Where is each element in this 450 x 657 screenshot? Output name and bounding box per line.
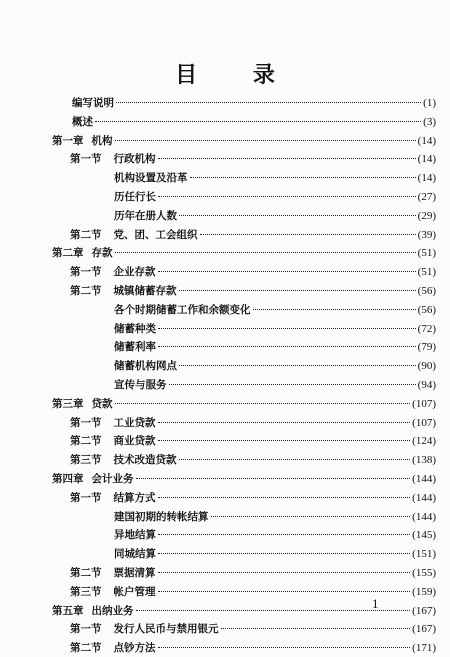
toc-entry-page: (144) (412, 473, 436, 485)
toc-entry-number: 第五章 (52, 604, 84, 617)
dot-leader (190, 177, 416, 178)
dot-leader (115, 140, 416, 141)
toc-entry-page: (107) (412, 397, 436, 410)
dot-leader (158, 346, 416, 347)
toc-entry-label: 储蓄机构网点 (114, 360, 177, 373)
toc-entry-label: 历任行长 (114, 191, 156, 203)
toc-entry-label: 概述 (72, 115, 93, 128)
toc-entry-label: 商业贷款 (113, 435, 156, 448)
dot-leader (169, 384, 416, 385)
toc-entry-page: (72) (417, 322, 436, 335)
toc-entry-label: 存款 (91, 247, 113, 260)
dot-leader (179, 215, 416, 216)
dot-leader (158, 440, 411, 441)
toc-entry-page: (56) (417, 303, 436, 316)
toc-entry[interactable] (114, 359, 436, 373)
dot-leader (95, 121, 421, 122)
toc-entry-page: (167) (412, 604, 436, 617)
dot-leader (158, 271, 416, 272)
toc-entry-number: 第三节 (70, 454, 102, 467)
toc-entry-page: (14) (417, 153, 436, 166)
toc-entry[interactable] (114, 190, 436, 204)
toc-entry-number: 第二节 (70, 228, 102, 241)
toc-entry-number: 第一节 (70, 623, 102, 636)
toc-entry-number: 第一节 (70, 153, 102, 166)
dot-leader (136, 610, 411, 611)
dot-leader (158, 158, 416, 159)
toc-entry-number: 第一章 (52, 134, 84, 147)
toc-entry-page: (39) (417, 228, 436, 241)
dot-leader (136, 478, 411, 479)
toc-entry-page: (3) (423, 115, 436, 128)
toc-entry[interactable] (70, 434, 436, 448)
toc-entry-label: 票据清算 (113, 567, 156, 579)
toc-entry-page: (56) (417, 285, 436, 297)
toc-entry-page: (79) (417, 341, 436, 354)
toc-entry-label: 会计业务 (91, 473, 134, 485)
toc-entry[interactable] (70, 622, 436, 636)
toc-entry-label: 储蓄利率 (114, 341, 156, 354)
toc-entry-page: (14) (417, 134, 436, 147)
toc-entry-page: (14) (417, 172, 436, 185)
dot-leader (158, 553, 410, 554)
toc-entry[interactable] (114, 547, 436, 561)
toc-entry-page: (51) (417, 247, 436, 260)
toc-entry-page: (94) (417, 379, 436, 391)
toc-entry[interactable] (114, 340, 436, 354)
toc-entry-label: 企业存款 (113, 266, 156, 279)
toc-entry-label: 储蓄种类 (114, 322, 156, 335)
dot-leader (158, 534, 410, 535)
toc-entry-label: 发行人民币与禁用银元 (113, 623, 219, 636)
toc-entry[interactable] (70, 566, 436, 580)
toc-entry-page: (159) (412, 585, 436, 598)
toc-entry-number: 第一节 (70, 416, 102, 429)
toc-entry-label: 贷款 (91, 397, 113, 410)
dot-leader (158, 647, 411, 648)
toc-entry[interactable] (72, 96, 436, 110)
toc-entry[interactable] (114, 378, 436, 392)
toc-entry-label: 历年在册人数 (114, 209, 177, 222)
dot-leader (200, 234, 416, 235)
toc-entry-label: 同城结算 (114, 548, 156, 561)
toc-entry[interactable] (70, 228, 436, 242)
dot-leader (116, 102, 421, 103)
toc-entry-page: (171) (412, 642, 436, 655)
toc-entry-label: 帐户管理 (113, 585, 156, 598)
toc-entry-number: 第二节 (70, 285, 102, 297)
toc-entry-page: (29) (417, 209, 436, 222)
toc-entry[interactable] (52, 246, 436, 260)
toc-entry-label: 结算方式 (113, 491, 156, 504)
dot-leader (115, 403, 411, 404)
toc-entry[interactable] (70, 641, 436, 655)
toc-entry-label: 点钞方法 (113, 642, 156, 655)
toc-entry-page: (27) (417, 191, 436, 203)
toc-entry-page: (124) (412, 435, 436, 448)
dot-leader (158, 422, 411, 423)
dot-leader (179, 290, 416, 291)
dot-leader (158, 328, 416, 329)
dot-leader (179, 459, 411, 460)
toc-entry-page: (90) (417, 360, 436, 373)
dot-leader (158, 591, 411, 592)
toc-entry-page: (155) (412, 567, 436, 579)
toc-entry[interactable] (52, 397, 436, 411)
toc-entry[interactable] (114, 322, 436, 336)
toc-entry-label: 党、团、工会组织 (113, 228, 198, 241)
toc-entry[interactable] (52, 134, 436, 148)
toc-entry[interactable] (70, 416, 436, 430)
toc-entry-page: (151) (412, 548, 436, 561)
toc-entry[interactable] (70, 585, 436, 599)
toc-entry-number: 第二章 (52, 247, 84, 260)
toc-entry[interactable] (52, 472, 436, 486)
toc-entry-page: (107) (412, 416, 436, 429)
toc-entry-page: (144) (412, 491, 436, 504)
toc-entry[interactable] (70, 265, 436, 279)
toc-entry-label: 机构设置及沿革 (114, 172, 188, 185)
toc-entry-label: 各个时期储蓄工作和余额变化 (114, 303, 251, 316)
toc-entry-label: 行政机构 (113, 153, 156, 166)
dot-leader (158, 196, 416, 197)
toc-entry-number: 第二节 (70, 435, 102, 448)
toc-entry[interactable] (72, 115, 436, 129)
dot-leader (115, 252, 416, 253)
page-title: 目 录 (175, 62, 299, 88)
toc-entry-page: (1) (423, 97, 436, 109)
toc-entry-label: 工业贷款 (113, 416, 156, 429)
toc-entry-label: 机构 (91, 134, 113, 147)
toc-entry-number: 第一节 (70, 266, 102, 279)
toc-entry-number: 第四章 (52, 473, 84, 485)
toc-entry[interactable] (70, 284, 436, 298)
toc-entry-page: (138) (412, 454, 436, 467)
toc-entry[interactable] (70, 152, 436, 166)
toc-entry-number: 第二节 (70, 567, 102, 579)
dot-leader (221, 628, 411, 629)
toc-entry[interactable] (114, 528, 436, 542)
toc-entry[interactable] (70, 453, 436, 467)
page-number: 1 (372, 596, 379, 611)
dot-leader (253, 309, 416, 310)
dot-leader (179, 365, 416, 366)
toc-entry[interactable] (70, 491, 436, 505)
toc-entry-number: 第三章 (52, 397, 84, 410)
toc-entry-label: 宣传与服务 (114, 379, 167, 391)
dot-leader (158, 572, 411, 573)
toc-entry-page: (51) (417, 266, 436, 279)
dot-leader (158, 497, 411, 498)
toc-entry-page: (145) (412, 529, 436, 542)
toc-entry-page: (144) (412, 510, 436, 523)
toc-entry[interactable] (114, 209, 436, 223)
dot-leader (211, 516, 411, 517)
toc-entry[interactable] (114, 510, 436, 524)
toc-entry-label: 异地结算 (114, 529, 156, 542)
toc-entry[interactable] (114, 303, 436, 317)
toc-entry-label: 城镇储蓄存款 (113, 285, 177, 297)
toc-entry-label: 出纳业务 (91, 604, 134, 617)
toc-entry-label: 编写说明 (72, 97, 114, 109)
toc-entry-number: 第三节 (70, 585, 102, 598)
toc-entry[interactable] (114, 171, 436, 185)
toc-entry-label: 建国初期的转帐结算 (114, 510, 209, 523)
toc-entry-page: (167) (412, 623, 436, 636)
toc-entry-number: 第二节 (70, 642, 102, 655)
toc-entry-number: 第一节 (70, 491, 102, 504)
toc-entry-label: 技术改造贷款 (113, 454, 177, 467)
